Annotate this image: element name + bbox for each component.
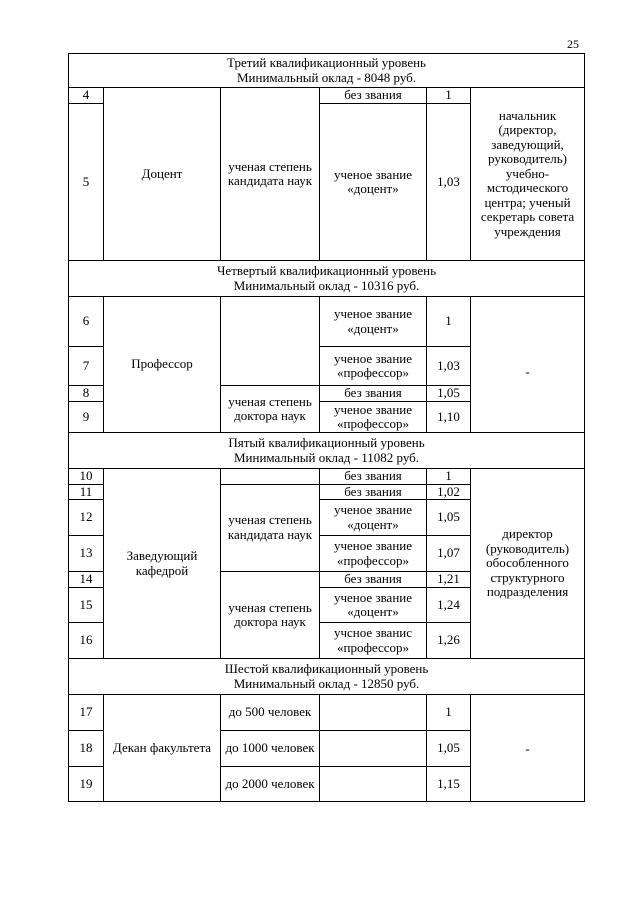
title-cell: ученое звание «профессор» xyxy=(320,536,427,572)
title-cell: ученое звание «профессор» xyxy=(320,347,427,386)
title-cell: без звания xyxy=(320,484,427,500)
row-number: 12 xyxy=(69,500,104,536)
coefficient-cell: 1,05 xyxy=(427,386,471,402)
row-number: 11 xyxy=(69,484,104,500)
degree-cell: ученая степень кандидата наук xyxy=(221,88,320,261)
position-name: Заведующий кафедрой xyxy=(104,469,221,659)
level-header-cell xyxy=(69,433,585,469)
level-header-row xyxy=(69,261,585,297)
title-cell: без звания xyxy=(320,88,427,104)
salary-table xyxy=(68,53,585,802)
title-cell: ученое звание «доцент» xyxy=(320,588,427,623)
note-cell: директор (руководитель) обособленного структурного подразделения xyxy=(471,469,585,659)
coefficient-cell: 1,24 xyxy=(427,588,471,623)
row-number: 17 xyxy=(69,695,104,731)
degree-cell: ученая степень доктора наук xyxy=(221,386,320,433)
table-row xyxy=(69,469,585,485)
row-number: 8 xyxy=(69,386,104,402)
table-row xyxy=(69,695,585,731)
position-name: Декан факультета xyxy=(104,695,221,802)
level-title: Пятый квалификационный уровень xyxy=(228,435,425,450)
title-cell: без звания xyxy=(320,386,427,402)
row-number: 6 xyxy=(69,297,104,347)
coefficient-cell: 1,21 xyxy=(427,572,471,588)
level-salary: Минимальный оклад - 12850 руб. xyxy=(233,675,420,691)
coefficient-cell: 1,07 xyxy=(427,536,471,572)
coefficient-cell: 1 xyxy=(427,469,471,485)
title-cell: учсное званис «профессор» xyxy=(320,623,427,659)
level-salary: Минимальный оклад - 10316 руб. xyxy=(233,277,420,293)
level-title: Третий квалификационный уровень xyxy=(227,55,426,70)
row-number: 5 xyxy=(69,104,104,261)
coefficient-cell: 1,10 xyxy=(427,402,471,433)
row-number: 16 xyxy=(69,623,104,659)
title-cell: ученое звание «профессор» xyxy=(320,402,427,433)
position-name: Доцент xyxy=(104,88,221,261)
row-number: 13 xyxy=(69,536,104,572)
coefficient-cell: 1,05 xyxy=(427,500,471,536)
coefficient-cell: 1,26 xyxy=(427,623,471,659)
page-number: 25 xyxy=(567,37,579,51)
note-cell: начальник (директор, заведующий, руководитель) учебно-мстодического центра; ученый секретарь совета учреждения xyxy=(471,88,585,261)
level-header-cell xyxy=(69,54,585,88)
title-cell xyxy=(320,695,427,731)
row-number: 10 xyxy=(69,469,104,485)
degree-cell xyxy=(221,469,320,485)
row-number: 15 xyxy=(69,588,104,623)
row-number: 7 xyxy=(69,347,104,386)
coefficient-cell: 1,05 xyxy=(427,731,471,767)
degree-cell: ученая степень кандидата наук xyxy=(221,484,320,572)
title-cell xyxy=(320,731,427,767)
coefficient-cell: 1,03 xyxy=(427,104,471,261)
degree-cell xyxy=(221,297,320,386)
coefficient-cell: 1 xyxy=(427,88,471,104)
table-row xyxy=(69,88,585,104)
row-number: 18 xyxy=(69,731,104,767)
row-number: 9 xyxy=(69,402,104,433)
position-name: Профессор xyxy=(104,297,221,433)
note-cell: - xyxy=(471,695,585,802)
level-header-cell xyxy=(69,261,585,297)
title-cell: ученое звание «доцент» xyxy=(320,104,427,261)
faculty-size-cell: до 1000 человек xyxy=(221,731,320,767)
coefficient-cell: 1 xyxy=(427,695,471,731)
title-cell: ученое звание «доцент» xyxy=(320,500,427,536)
note-cell: - xyxy=(471,297,585,433)
table-row xyxy=(69,297,585,347)
faculty-size-cell: до 500 человек xyxy=(221,695,320,731)
title-cell: без звания xyxy=(320,469,427,485)
level-title: Четвертый квалификационный уровень xyxy=(216,263,437,278)
row-number: 14 xyxy=(69,572,104,588)
title-cell xyxy=(320,767,427,802)
faculty-size-cell: до 2000 человек xyxy=(221,767,320,802)
title-cell: без звания xyxy=(320,572,427,588)
coefficient-cell: 1,03 xyxy=(427,347,471,386)
level-header-cell xyxy=(69,659,585,695)
level-header-row xyxy=(69,659,585,695)
level-header-row xyxy=(69,54,585,88)
coefficient-cell: 1,02 xyxy=(427,484,471,500)
coefficient-cell: 1 xyxy=(427,297,471,347)
degree-cell: ученая степень доктора наук xyxy=(221,572,320,659)
level-salary: Минимальный оклад - 8048 руб. xyxy=(236,69,417,85)
row-number: 4 xyxy=(69,88,104,104)
row-number: 19 xyxy=(69,767,104,802)
coefficient-cell: 1,15 xyxy=(427,767,471,802)
level-header-row xyxy=(69,433,585,469)
level-salary: Минимальный оклад - 11082 руб. xyxy=(233,449,420,465)
title-cell: ученое звание «доцент» xyxy=(320,297,427,347)
level-title: Шестой квалификационный уровень xyxy=(224,661,429,676)
